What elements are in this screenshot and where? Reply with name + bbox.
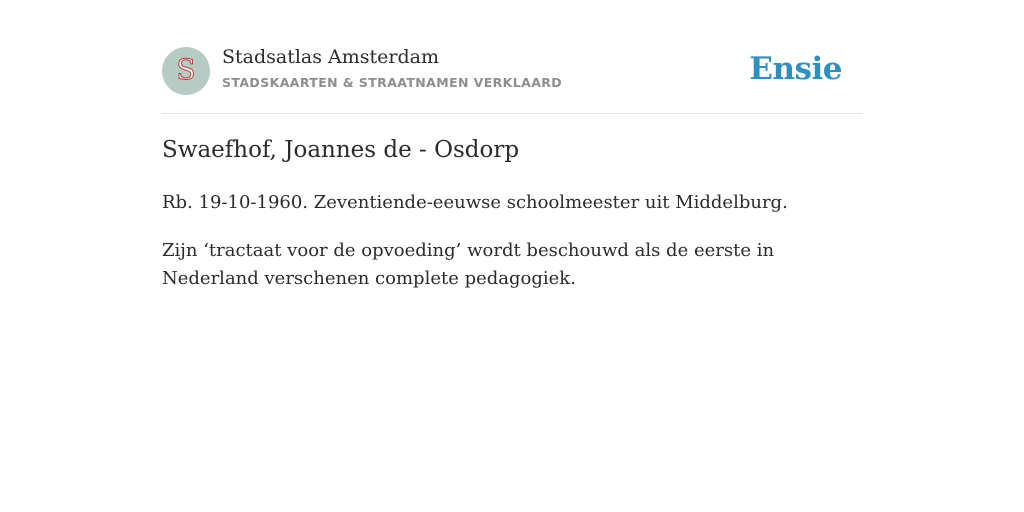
entry-paragraph-1: Rb. 19-10-1960. Zeventiende-eeuwse schoolmeester uit Middelburg. (162, 192, 788, 213)
logo-letter: S (176, 53, 196, 86)
site-title[interactable]: Stadsatlas Amsterdam (222, 46, 440, 68)
site-subtitle: STADSKAARTEN & STRAATNAMEN VERKLAARD (222, 75, 563, 90)
site-header (162, 46, 862, 114)
entry-title: Swaefhof, Joannes de - Osdorp (162, 137, 520, 163)
ensie-brand-link[interactable]: Ensie (749, 51, 842, 87)
entry-paragraph-2: Zijn ‘tractaat voor de opvoeding’ wordt beschouwd als de eerste in Nederland verschenen complete pedagogiek. (162, 240, 775, 289)
site-logo[interactable] (162, 47, 210, 95)
